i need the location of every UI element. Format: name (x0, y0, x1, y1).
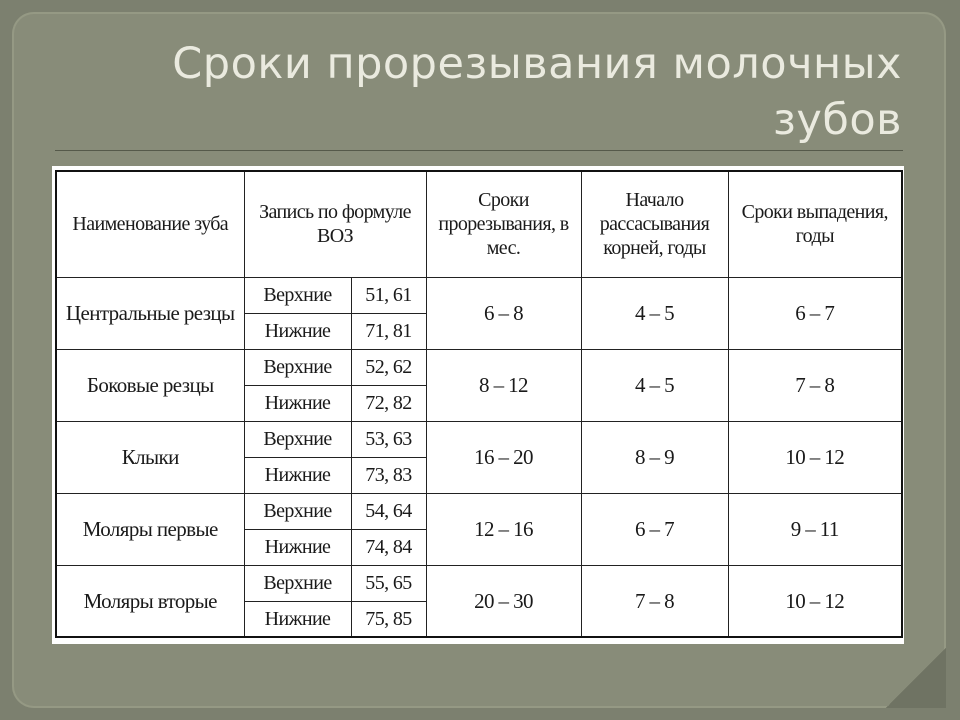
tooth-name-cell: Центральные резцы (56, 277, 244, 349)
lower-label-cell: Нижние (244, 529, 351, 565)
table-row (56, 421, 902, 457)
upper-code-cell: 55, 65 (351, 565, 426, 601)
lower-label-cell: Нижние (244, 313, 351, 349)
lower-code-cell: 74, 84 (351, 529, 426, 565)
table-row (56, 493, 902, 529)
eruption-cell: 16 – 20 (426, 421, 581, 493)
lower-code-cell: 72, 82 (351, 385, 426, 421)
resorption-cell: 7 – 8 (581, 565, 728, 637)
resorption-cell: 8 – 9 (581, 421, 728, 493)
slide-corner-decoration (886, 648, 946, 708)
eruption-cell: 8 – 12 (426, 349, 581, 421)
lower-code-cell: 75, 85 (351, 601, 426, 637)
upper-label-cell: Верхние (244, 277, 351, 313)
lower-label-cell: Нижние (244, 385, 351, 421)
header-tooth-name: Наименование зуба (56, 171, 244, 277)
eruption-cell: 20 – 30 (426, 565, 581, 637)
resorption-cell: 4 – 5 (581, 277, 728, 349)
lower-label-cell: Нижние (244, 601, 351, 637)
loss-cell: 7 – 8 (728, 349, 902, 421)
upper-code-cell: 53, 63 (351, 421, 426, 457)
resorption-cell: 4 – 5 (581, 349, 728, 421)
header-who-formula: Запись по формуле ВОЗ (244, 171, 426, 277)
table-row (56, 349, 902, 385)
upper-code-cell: 52, 62 (351, 349, 426, 385)
loss-cell: 6 – 7 (728, 277, 902, 349)
upper-label-cell: Верхние (244, 349, 351, 385)
lower-label-cell: Нижние (244, 457, 351, 493)
upper-code-cell: 54, 64 (351, 493, 426, 529)
loss-cell: 10 – 12 (728, 421, 902, 493)
upper-label-cell: Верхние (244, 565, 351, 601)
teeth-eruption-table (55, 170, 903, 638)
tooth-name-cell: Моляры вторые (56, 565, 244, 637)
upper-label-cell: Верхние (244, 421, 351, 457)
header-eruption-time: Сроки прорезывания, в мес. (426, 171, 581, 277)
upper-code-cell: 51, 61 (351, 277, 426, 313)
table-row (56, 277, 902, 313)
resorption-cell: 6 – 7 (581, 493, 728, 565)
title-divider (55, 150, 903, 151)
tooth-name-cell: Моляры первые (56, 493, 244, 565)
upper-label-cell: Верхние (244, 493, 351, 529)
tooth-name-cell: Боковые резцы (56, 349, 244, 421)
eruption-cell: 12 – 16 (426, 493, 581, 565)
lower-code-cell: 73, 83 (351, 457, 426, 493)
lower-code-cell: 71, 81 (351, 313, 426, 349)
header-loss-time: Сроки выпадения, годы (728, 171, 902, 277)
table-row (56, 565, 902, 601)
table-panel (52, 166, 904, 644)
loss-cell: 10 – 12 (728, 565, 902, 637)
loss-cell: 9 – 11 (728, 493, 902, 565)
eruption-cell: 6 – 8 (426, 277, 581, 349)
slide-title: Сроки прорезывания молочных зубов (172, 39, 902, 145)
header-root-resorption: Начало рассасывания корней, годы (581, 171, 728, 277)
tooth-name-cell: Клыки (56, 421, 244, 493)
